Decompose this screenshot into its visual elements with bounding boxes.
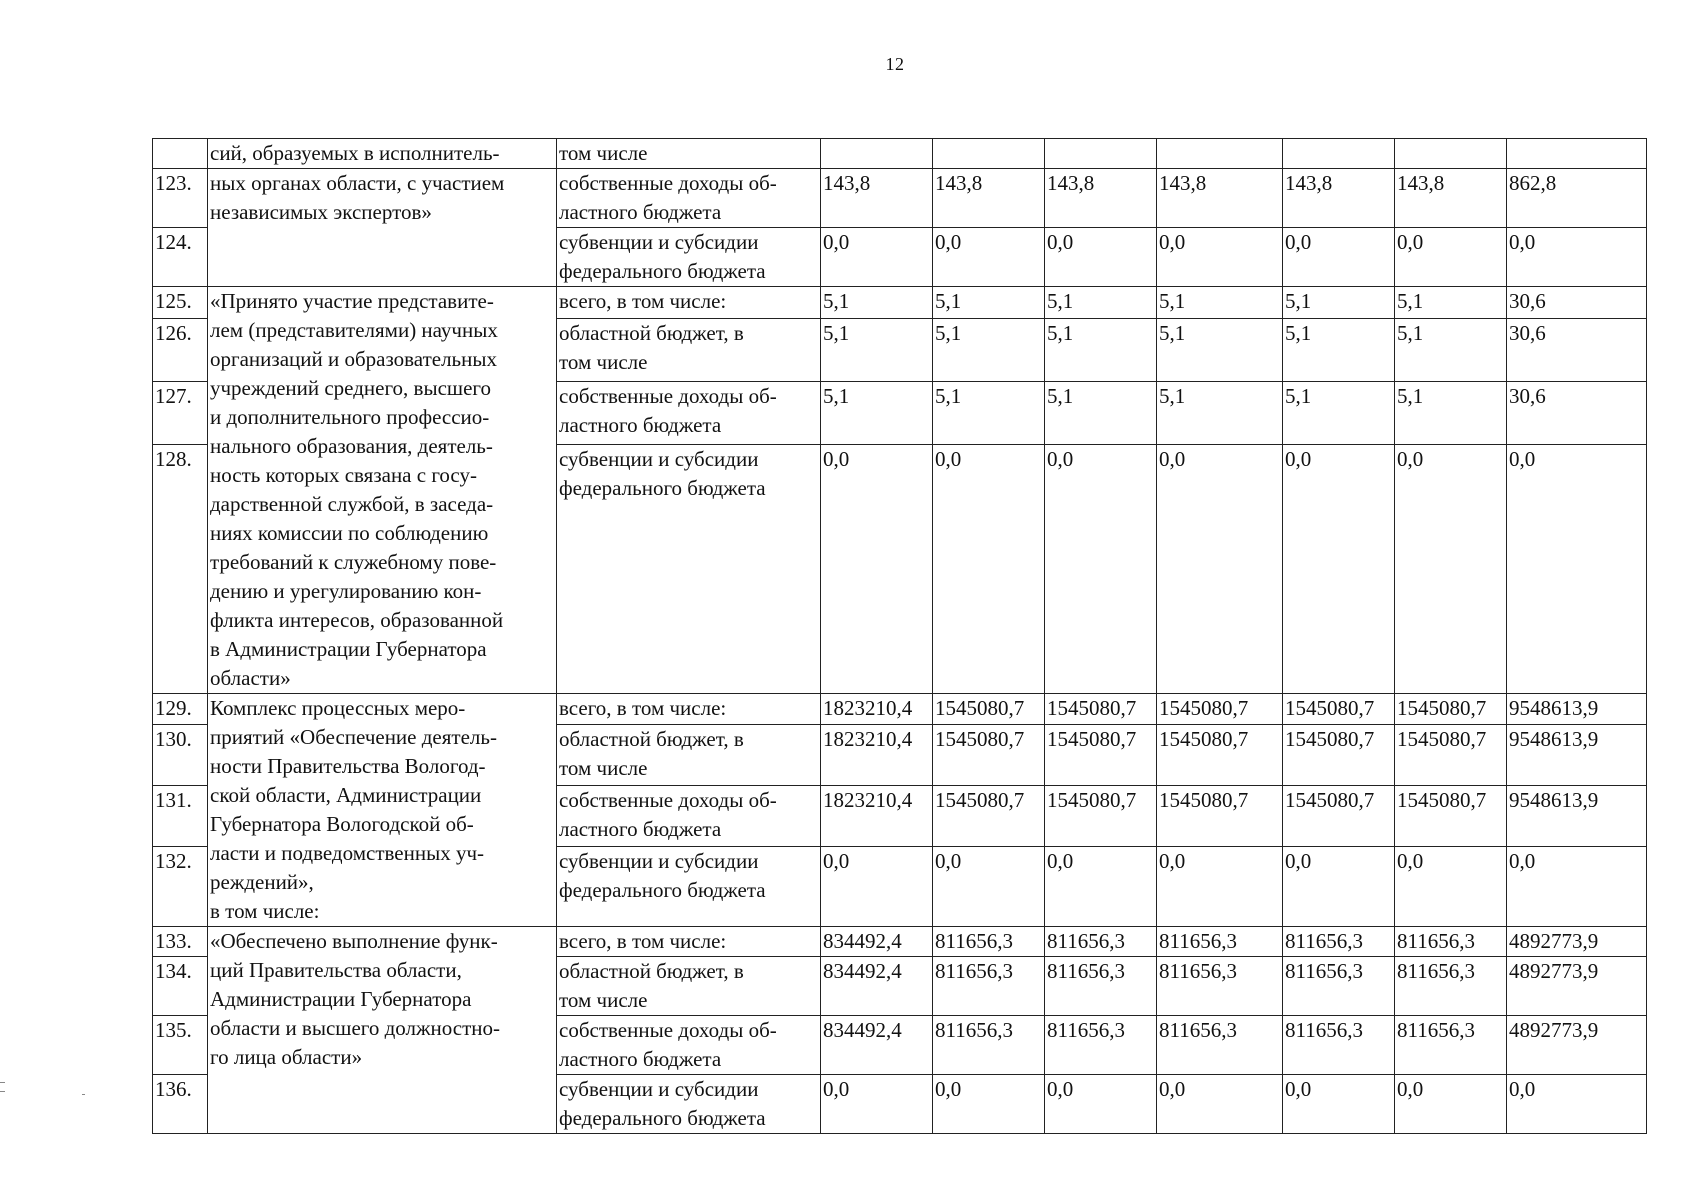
value-cell: 143,8 (1395, 169, 1507, 228)
total-value-cell: 4892773,9 (1507, 1016, 1647, 1075)
value-cell: 0,0 (933, 228, 1045, 287)
total-value-cell: 30,6 (1507, 287, 1647, 319)
value-cell: 1545080,7 (1045, 785, 1157, 846)
value-cell: 811656,3 (1395, 927, 1507, 957)
value-cell: 0,0 (1395, 444, 1507, 693)
value-cell: 0,0 (1045, 846, 1157, 926)
value-cell: 1545080,7 (1395, 724, 1507, 785)
value-cell: 5,1 (1395, 318, 1507, 381)
value-cell: 1545080,7 (1283, 785, 1395, 846)
funding-source-cell: субвенции и субсидии федерального бюджета (557, 1075, 821, 1134)
total-value-cell: 9548613,9 (1507, 785, 1647, 846)
value-cell: 0,0 (821, 228, 933, 287)
value-cell: 5,1 (821, 381, 933, 444)
value-cell: 834492,4 (821, 927, 933, 957)
value-cell: 143,8 (1283, 169, 1395, 228)
value-cell: 143,8 (1045, 169, 1157, 228)
margin-mark (0, 1082, 5, 1092)
value-cell: 1545080,7 (1157, 694, 1283, 725)
value-cell: 1545080,7 (933, 724, 1045, 785)
value-cell: 143,8 (821, 169, 933, 228)
value-cell: 0,0 (1045, 444, 1157, 693)
funding-source-cell: собственные доходы об- ластного бюджета (557, 381, 821, 444)
value-cell: 1823210,4 (821, 694, 933, 725)
value-cell: 811656,3 (1283, 957, 1395, 1016)
value-cell: 143,8 (933, 169, 1045, 228)
funding-source-cell: всего, в том числе: (557, 927, 821, 957)
row-number-cell: 132. (153, 846, 208, 926)
value-cell: 1545080,7 (1045, 724, 1157, 785)
value-cell: 1545080,7 (1283, 694, 1395, 725)
value-cell (1157, 139, 1283, 169)
value-cell: 0,0 (821, 846, 933, 926)
row-number-cell: 135. (153, 1016, 208, 1075)
value-cell: 1545080,7 (1157, 785, 1283, 846)
value-cell: 811656,3 (1283, 1016, 1395, 1075)
total-value-cell: 4892773,9 (1507, 957, 1647, 1016)
description-cell: Комплекс процессных меро- приятий «Обеспечение деятель- ности Правительства Вологод- ской области, Администрации Губернатора Вологодской об- ласти и подведомственных уч- реждений», в том числе: (208, 694, 557, 927)
description-cell: ных органах области, с участием независимых экспертов» (208, 169, 557, 287)
table-row (153, 169, 1647, 228)
value-cell: 5,1 (933, 287, 1045, 319)
value-cell: 0,0 (1157, 846, 1283, 926)
total-value-cell: 862,8 (1507, 169, 1647, 228)
value-cell: 5,1 (1157, 381, 1283, 444)
value-cell: 0,0 (1283, 1075, 1395, 1134)
value-cell: 1545080,7 (1045, 694, 1157, 725)
value-cell (1045, 139, 1157, 169)
funding-source-cell: субвенции и субсидии федерального бюджета (557, 444, 821, 693)
total-value-cell: 0,0 (1507, 228, 1647, 287)
value-cell (821, 139, 933, 169)
table-row (153, 287, 1647, 319)
value-cell: 5,1 (1283, 318, 1395, 381)
value-cell: 1545080,7 (933, 785, 1045, 846)
total-value-cell: 0,0 (1507, 1075, 1647, 1134)
value-cell: 5,1 (1157, 318, 1283, 381)
value-cell: 811656,3 (1283, 927, 1395, 957)
total-value-cell: 0,0 (1507, 846, 1647, 926)
funding-source-cell: областной бюджет, в том числе (557, 724, 821, 785)
value-cell: 0,0 (1045, 1075, 1157, 1134)
value-cell: 5,1 (1045, 381, 1157, 444)
value-cell: 5,1 (1157, 287, 1283, 319)
row-number-cell: 136. (153, 1075, 208, 1134)
row-number-cell: 129. (153, 694, 208, 725)
funding-source-cell: всего, в том числе: (557, 287, 821, 319)
row-number-cell: 123. (153, 169, 208, 228)
value-cell: 811656,3 (1395, 957, 1507, 1016)
value-cell: 0,0 (821, 444, 933, 693)
total-value-cell: 0,0 (1507, 444, 1647, 693)
table-row (153, 139, 1647, 169)
row-number-cell: 127. (153, 381, 208, 444)
value-cell: 811656,3 (933, 927, 1045, 957)
funding-source-cell: субвенции и субсидии федерального бюджета (557, 228, 821, 287)
value-cell: 811656,3 (933, 957, 1045, 1016)
value-cell: 0,0 (1283, 846, 1395, 926)
value-cell (1507, 139, 1647, 169)
description-cell: сий, образуемых в исполнитель- (208, 139, 557, 169)
value-cell: 5,1 (821, 318, 933, 381)
total-value-cell: 4892773,9 (1507, 927, 1647, 957)
value-cell: 1823210,4 (821, 785, 933, 846)
page-number: 12 (885, 54, 905, 74)
funding-source-cell: собственные доходы об- ластного бюджета (557, 169, 821, 228)
value-cell: 811656,3 (1045, 927, 1157, 957)
value-cell: 5,1 (1045, 318, 1157, 381)
value-cell: 1545080,7 (1395, 785, 1507, 846)
value-cell (933, 139, 1045, 169)
value-cell: 0,0 (933, 1075, 1045, 1134)
funding-source-cell: собственные доходы об- ластного бюджета (557, 785, 821, 846)
funding-source-cell: областной бюджет, в том числе (557, 318, 821, 381)
total-value-cell: 9548613,9 (1507, 694, 1647, 725)
budget-table (152, 138, 1647, 1134)
description-cell: «Обеспечено выполнение функ- ций Правительства области, Администрации Губернатора области и высшего должностно- го лица области» (208, 927, 557, 1134)
value-cell: 0,0 (933, 846, 1045, 926)
total-value-cell: 9548613,9 (1507, 724, 1647, 785)
value-cell: 5,1 (1045, 287, 1157, 319)
value-cell: 0,0 (821, 1075, 933, 1134)
value-cell (1283, 139, 1395, 169)
value-cell: 0,0 (1283, 444, 1395, 693)
value-cell: 811656,3 (1157, 957, 1283, 1016)
value-cell: 143,8 (1157, 169, 1283, 228)
margin-dot (82, 1094, 85, 1095)
table-row (153, 694, 1647, 725)
row-number-cell: 126. (153, 318, 208, 381)
value-cell: 834492,4 (821, 957, 933, 1016)
funding-source-cell: собственные доходы об- ластного бюджета (557, 1016, 821, 1075)
value-cell: 811656,3 (1045, 1016, 1157, 1075)
value-cell: 1545080,7 (1283, 724, 1395, 785)
value-cell: 1823210,4 (821, 724, 933, 785)
value-cell: 5,1 (933, 381, 1045, 444)
value-cell: 0,0 (1395, 846, 1507, 926)
value-cell: 0,0 (933, 444, 1045, 693)
value-cell: 1545080,7 (1157, 724, 1283, 785)
value-cell: 5,1 (821, 287, 933, 319)
budget-table-body (153, 139, 1647, 1134)
row-number-cell: 131. (153, 785, 208, 846)
value-cell: 1545080,7 (933, 694, 1045, 725)
value-cell: 5,1 (1395, 381, 1507, 444)
row-number-cell: 134. (153, 957, 208, 1016)
value-cell: 1545080,7 (1395, 694, 1507, 725)
row-number-cell: 128. (153, 444, 208, 693)
row-number-cell (153, 139, 208, 169)
row-number-cell: 130. (153, 724, 208, 785)
value-cell: 0,0 (1283, 228, 1395, 287)
row-number-cell: 124. (153, 228, 208, 287)
value-cell: 5,1 (1395, 287, 1507, 319)
funding-source-cell: том числе (557, 139, 821, 169)
table-row (153, 927, 1647, 957)
total-value-cell: 30,6 (1507, 381, 1647, 444)
value-cell (1395, 139, 1507, 169)
funding-source-cell: всего, в том числе: (557, 694, 821, 725)
value-cell: 0,0 (1157, 228, 1283, 287)
value-cell: 0,0 (1157, 1075, 1283, 1134)
row-number-cell: 133. (153, 927, 208, 957)
value-cell: 834492,4 (821, 1016, 933, 1075)
value-cell: 811656,3 (1395, 1016, 1507, 1075)
value-cell: 5,1 (933, 318, 1045, 381)
value-cell: 811656,3 (1157, 1016, 1283, 1075)
value-cell: 0,0 (1157, 444, 1283, 693)
total-value-cell: 30,6 (1507, 318, 1647, 381)
row-number-cell: 125. (153, 287, 208, 319)
value-cell: 0,0 (1395, 228, 1507, 287)
funding-source-cell: субвенции и субсидии федерального бюджета (557, 846, 821, 926)
value-cell: 0,0 (1395, 1075, 1507, 1134)
value-cell: 811656,3 (1045, 957, 1157, 1016)
value-cell: 5,1 (1283, 287, 1395, 319)
value-cell: 0,0 (1045, 228, 1157, 287)
description-cell: «Принято участие представите- лем (представителями) научных организаций и образовательных учреждений среднего, высшего и дополнительного профессио- нального образования, деятель- ность которых связана с госу- дарственной службой, в заседа- ниях комиссии по соблюдению требований к служебному пове- дению и урегулированию кон- фликта интересов, образованной в Администрации Губернатора области» (208, 287, 557, 694)
funding-source-cell: областной бюджет, в том числе (557, 957, 821, 1016)
value-cell: 5,1 (1283, 381, 1395, 444)
value-cell: 811656,3 (933, 1016, 1045, 1075)
value-cell: 811656,3 (1157, 927, 1283, 957)
